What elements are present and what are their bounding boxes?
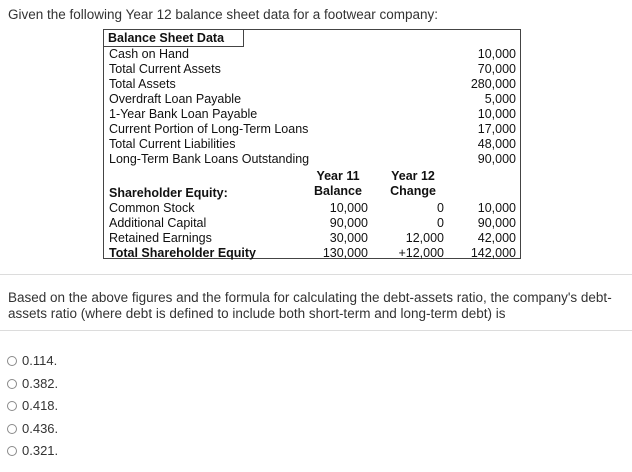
equity-row-y12: 10,000 [477,201,516,215]
equity-row-label: Common Stock [109,201,195,215]
equity-total-y11: 130,000 [322,246,368,260]
equity-row-label: Retained Earnings [109,231,212,245]
year11-header-line1: Year 11 [316,169,360,183]
equity-row-label: Additional Capital [109,216,207,230]
equity-total-y12: 142,000 [470,246,516,260]
row-label: Long-Term Bank Loans Outstanding [109,152,310,166]
equity-row-y12: 42,000 [477,231,516,245]
row-value: 90,000 [477,152,516,166]
row-label: 1-Year Bank Loan Payable [109,107,258,121]
row-label: Overdraft Loan Payable [109,92,242,106]
row-label: Total Current Assets [109,62,221,76]
option-label: 0.321. [22,443,59,458]
option-label: 0.114. [22,353,58,368]
row-value: 5,000 [484,92,516,106]
row-value: 280,000 [470,77,516,91]
radio-button[interactable] [7,401,17,411]
table-title: Balance Sheet Data [104,30,244,47]
option-label: 0.382. [22,376,59,391]
answer-option[interactable] [7,443,58,458]
year12-header-line1: Year 12 [391,169,435,183]
row-label: Total Assets [109,77,176,91]
option-label: 0.436. [22,421,59,436]
radio-button[interactable] [7,379,17,389]
equity-row-y11: 10,000 [329,201,368,215]
row-value: 70,000 [477,62,516,76]
equity-row-y11: 30,000 [329,231,368,245]
equity-row-change: 12,000 [405,231,444,245]
answer-option[interactable] [7,376,58,391]
row-label: Cash on Hand [109,47,189,61]
equity-total-change: +12,000 [398,246,444,260]
question-intro: Given the following Year 12 balance sheet data for a footwear company: [8,7,439,22]
answer-option[interactable] [7,398,58,413]
balance-sheet-table [103,29,521,259]
shareholder-equity-heading: Shareholder Equity: [109,186,228,200]
row-value: 17,000 [477,122,516,136]
equity-total-label: Total Shareholder Equity [109,246,257,260]
equity-row-change: 0 [437,216,444,230]
answer-option[interactable] [7,353,57,368]
section-divider [0,274,632,275]
equity-row-y11: 90,000 [329,216,368,230]
year12-header-line2: Change [390,184,436,198]
section-divider [0,330,632,331]
radio-button[interactable] [7,356,17,366]
radio-button[interactable] [7,446,17,456]
row-label: Current Portion of Long-Term Loans [109,122,309,136]
question-text: Based on the above figures and the formula for calculating the debt-assets ratio, the company's debt-assets ratio (where debt is defined to include both short-term and long-term debt) is [8,290,612,321]
year11-header-line2: Balance [314,184,362,198]
row-value: 10,000 [477,107,516,121]
answer-option[interactable] [7,421,58,436]
radio-button[interactable] [7,424,17,434]
equity-row-change: 0 [437,201,444,215]
row-value: 10,000 [477,47,516,61]
equity-row-y12: 90,000 [477,216,516,230]
row-label: Total Current Liabilities [109,137,236,151]
row-value: 48,000 [477,137,516,151]
option-label: 0.418. [22,398,59,413]
